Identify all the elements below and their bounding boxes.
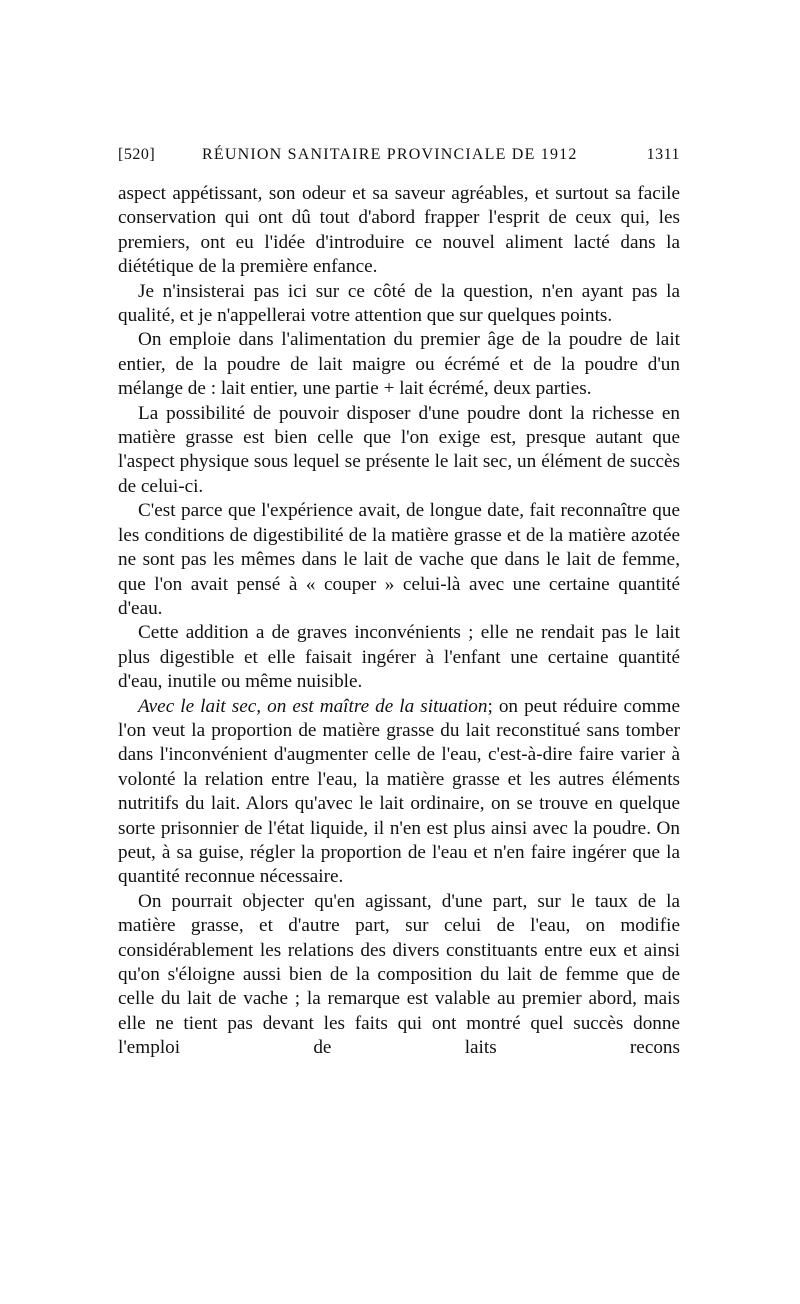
paragraph: aspect appétissant, son odeur et sa saveur agréables, et surtout sa facile conservation qui ont dû tout d'abord frapper l'esprit de ceux qui, les premiers, ont eu l'idée d'introduire ce nouvel aliment lacté dans la diététique de la première enfance. [118,183,680,278]
paragraph [118,695,680,890]
body-text [118,182,680,1061]
italic-phrase: Avec le lait sec, on est maître de la situation [138,695,488,717]
paragraph-continuation: ; on peut réduire comme l'on veut la proportion de matière grasse du lait reconstitué sans tomber dans l'inconvénient d'augmenter celle de l'eau, c'est-à-dire faire varier à volonté la relation entre l'eau, la matière grasse et les autres éléments nutritifs du lait. Alors qu'avec le lait ordinaire, on se trouve en quelque sorte prisonnier de l'état liquide, il n'en est plus ainsi avec la poudre. On peut, à sa guise, régler la proportion de l'eau et n'en faire ingérer que la quantité reconnue nécessaire. [118,695,680,888]
paragraph: On emploie dans l'alimentation du premier âge de la poudre de lait entier, de la poudre de lait maigre ou écrémé et de la poudre d'un mélange de : lait entier, une partie + lait écrémé, deux parties. [118,329,680,400]
paragraph: La possibilité de pouvoir disposer d'une poudre dont la richesse en matière grasse est bien celle que l'on exige est, presque autant que l'aspect physique sous lequel se présente le lait sec, un élément de succès de celui-ci. [118,402,680,497]
running-title: RÉUNION SANITAIRE PROVINCIALE DE 1912 [202,146,578,163]
running-header [118,146,680,170]
paragraph: C'est parce que l'expérience avait, de longue date, fait reconnaître que les conditions de digestibilité de la matière grasse et de la matière azotée ne sont pas les mêmes dans le lait de vache que dans le lait de femme, que l'on avait pensé à « couper » celui-là avec une certaine quantité d'eau. [118,500,680,619]
bracket-page-number: [520] [118,146,156,163]
paragraph: Je n'insisterai pas ici sur ce côté de la question, n'en ayant pas la qualité, et je n'appellerai votre attention que sur quelques points. [118,280,680,327]
paragraph: On pourrait objecter qu'en agissant, d'une part, sur le taux de la matière grasse, et d'autre part, sur celui de l'eau, on modifie considérablement les relations des divers constituants entre eux et ainsi qu'on s'éloigne aussi bien de la composition du lait de femme que de celle du lait de vache ; la remarque est valable au premier abord, mais elle ne tient pas devant les faits qui ont montré quel succès donne l'emploi de laits recons [118,890,680,1059]
page-number: 1311 [646,146,680,163]
paragraph: Cette addition a de graves inconvénients ; elle ne rendait pas le lait plus digestible et elle faisait ingérer à l'enfant une certaine quantité d'eau, inutile ou même nuisible. [118,622,680,693]
